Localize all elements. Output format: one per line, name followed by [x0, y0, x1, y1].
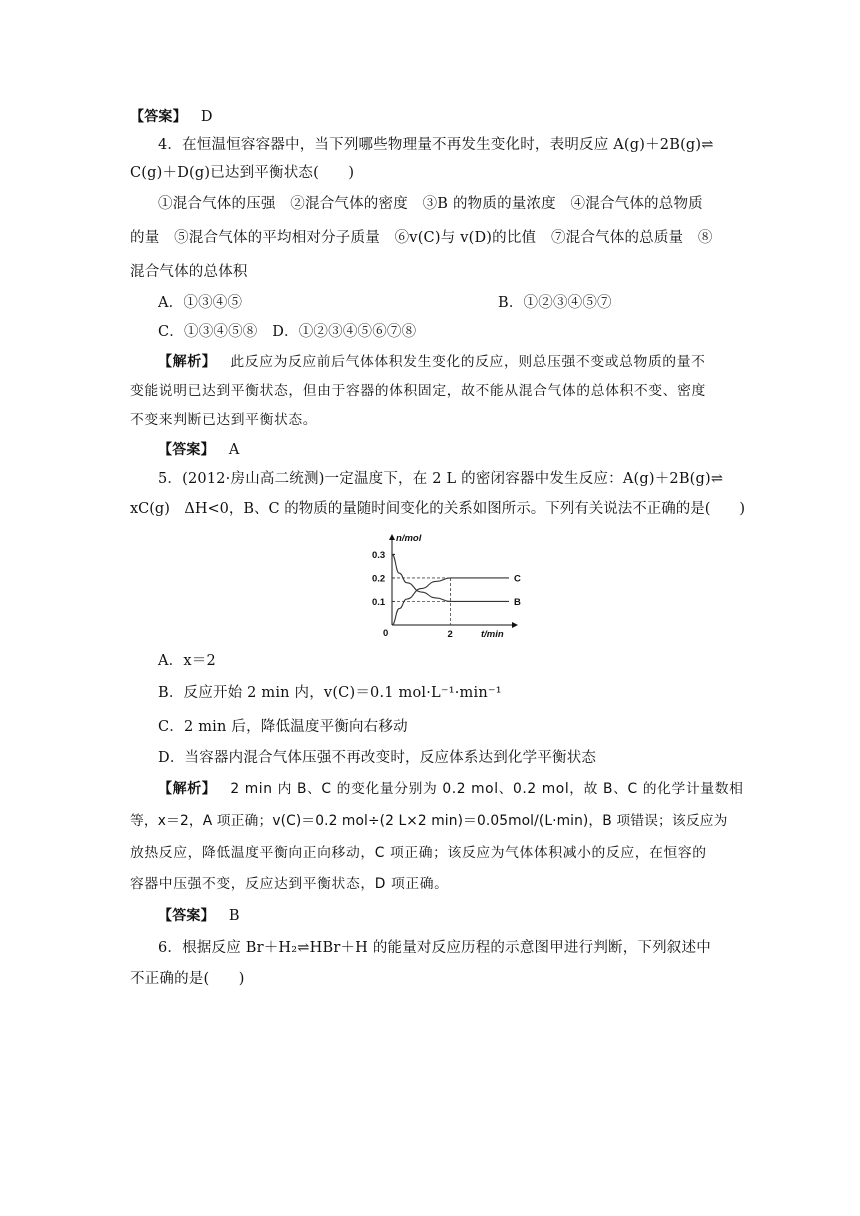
answer-tag: 【答案】: [130, 109, 187, 125]
answer-value: A: [228, 442, 240, 458]
answer-value: B: [228, 908, 240, 924]
q5-explanation-line1: 【解析】 2 min 内 B、C 的变化量分别为 0.2 mol、0.2 mol，故 B、C 的化学计量数相: [158, 781, 744, 797]
q4-explanation-line2: 变能说明已达到平衡状态，但由于容器的体积固定，故不能从混合气体的总体积不变、密度: [130, 383, 706, 399]
answer-tag: 【答案】: [158, 908, 215, 924]
q6-stem-line1: 6．根据反应 Br＋H₂⇌HBr＋H 的能量对反应历程的示意图甲进行判断，下列叙述中: [158, 940, 711, 956]
q5-stem-line1: 5．(2012·房山高二统测)一定温度下，在 2 L 的密闭容器中发生反应：A(g)＋2B(g)⇌: [158, 471, 724, 487]
x-axis-arrow: [512, 622, 518, 628]
answer-value: D: [200, 109, 213, 125]
q4-stem-line2: C(g)＋D(g)已达到平衡状态( ): [130, 165, 355, 181]
q5-option-b: B．反应开始 2 min 内，v(C)＝0.1 mol·L⁻¹·min⁻¹: [158, 685, 502, 701]
explanation-tag: 【解析】: [158, 781, 217, 797]
q5-stem-line2: xC(g) ΔH<0，B、C 的物质的量随时间变化的关系如图所示。下列有关说法不正确的是( ): [130, 501, 746, 517]
series-label-B: B: [514, 596, 521, 608]
q4-options-ab: [158, 293, 740, 313]
q5-explanation-line3: 放热反应，降低温度平衡向正向移动，C 项正确；该反应为气体体积减小的反应，在恒容的: [130, 845, 707, 861]
q4-list-line3: 混合气体的总体积: [130, 264, 248, 280]
answer-5: [158, 906, 740, 926]
q4-list-line1: ①混合气体的压强 ②混合气体的密度 ③B 的物质的量浓度 ④混合气体的总物质: [158, 196, 703, 212]
y-axis-label: n/mol: [396, 533, 422, 544]
y-tick-label: 0.2: [372, 573, 386, 585]
q4-options-cd: C．①③④⑤⑧ D．①②③④⑤⑥⑦⑧: [158, 324, 417, 340]
reaction-chart: [355, 530, 520, 640]
x-tick-label: 2: [447, 629, 453, 640]
q5-option-d: D．当容器内混合气体压强不再改变时，反应体系达到化学平衡状态: [158, 750, 597, 766]
q5-option-a: A．x＝2: [158, 653, 216, 669]
explanation-tag: 【解析】: [158, 354, 217, 370]
q4-option-b: B．①②③④⑤⑦: [498, 295, 612, 311]
q5-option-c: C．2 min 后，降低温度平衡向右移动: [158, 719, 408, 735]
y-tick-label: 0.3: [372, 549, 386, 561]
answer-3: [130, 107, 740, 127]
q4-list-line2: 的量 ⑤混合气体的平均相对分子质量 ⑥v(C)与 v(D)的比值 ⑦混合气体的总质量 ⑧: [130, 230, 713, 246]
q5-explanation-line4: 容器中压强不变，反应达到平衡状态，D 项正确。: [130, 876, 449, 892]
y-tick-label: 0.1: [372, 596, 386, 608]
origin-label: 0: [383, 628, 389, 639]
q4-explanation-line1: 【解析】 此反应为反应前后气体体积发生变化的反应，则总压强不变或总物质的量不: [158, 354, 706, 370]
q5-explanation-line2: 等，x＝2，A 项正确；v(C)＝0.2 mol÷(2 L×2 min)＝0.05mol/(L·min)，B 项错误；该反应为: [130, 813, 728, 829]
series-label-C: C: [514, 573, 521, 585]
q4-option-a: A．①③④⑤: [158, 295, 243, 311]
q4-stem-line1: 4．在恒温恒容容器中，当下列哪些物理量不再发生变化时，表明反应 A(g)＋2B(g)⇌: [158, 137, 714, 153]
q4-explanation-line3: 不变来判断已达到平衡状态。: [130, 412, 318, 428]
answer-tag: 【答案】: [158, 442, 215, 458]
y-axis-arrow: [389, 534, 395, 540]
answer-4: [158, 440, 740, 460]
q6-stem-line2: 不正确的是( ): [130, 971, 245, 987]
x-axis-label: t/min: [481, 629, 504, 640]
